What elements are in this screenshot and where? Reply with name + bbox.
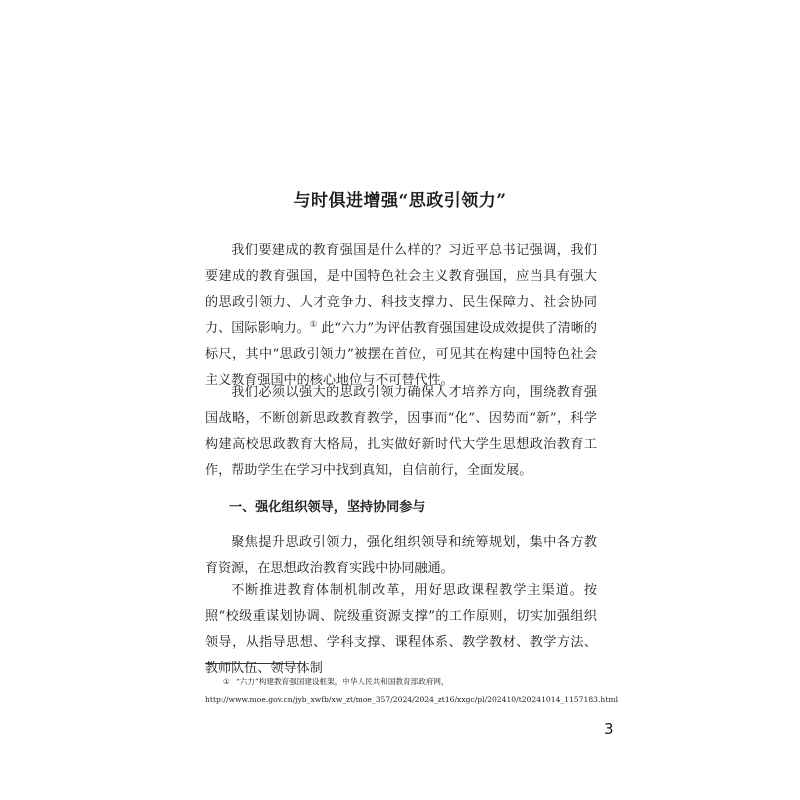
footnote [205,673,618,709]
page-title: 与时俱进增强“思政引领力” [293,191,507,211]
paragraph-1-text-continued: 此“六力”为评估教育强国建设成效提供了清晰的标尺，其中“思政引领力”被摆在首位，可见其在构建中国特色社会主义教育强国中的核心地位与不可替代性。 [205,321,598,388]
page-number: 3 [604,720,614,738]
footnote-number: ① [223,677,230,686]
paragraph-2: 我们必须以强大的思政引领力确保人才培养方向，围绕教育强国战略，不断创新思政教育教学，因事而“化”、因势而“新”，科学构建高校思政教育大格局，扎实做好新时代大学生思想政治教育工作，帮助学生在学习中找到真知，自信前行，全面发展。 [205,385,597,478]
paragraph-1 [205,238,597,394]
footnote-text: “六力”构建教育强国建设框架，中华人民共和国教育部政府网，http://www.moe.gov.cn/jyb_xwfb/xw_zt/moe_357/2024/2024_zt16/xxgc/pl/202410/t20241014_1157183.html [205,677,618,704]
section-heading: 一、强化组织领导，坚持协同参与 [229,500,426,515]
paragraph-3: 聚焦提升思政引领力，强化组织领导和统筹规划，集中各方教育资源，在思想政治教育实践中协同融通。 [205,535,597,576]
paragraph-1-text: 我们要建成的教育强国是什么样的？习近平总书记强调，我们要建成的教育强国，是中国特色社会主义教育强国，应当具有强大的思政引领力、人才竞争力、科技支撑力、民生保障力、社会协同力、国际影响力。 [205,243,597,336]
footnote-divider [205,663,303,664]
footnote-marker[interactable]: ① [309,319,318,329]
paragraph-4: 不断推进教育体制机制改革，用好思政课程教学主渠道。按照“校级重谋划协调、院级重资源支撑”的工作原则，切实加强组织领导，从指导思想、学科支撑、课程体系、教学教材、教学方法、教师队伍、领导体制 [205,583,597,676]
